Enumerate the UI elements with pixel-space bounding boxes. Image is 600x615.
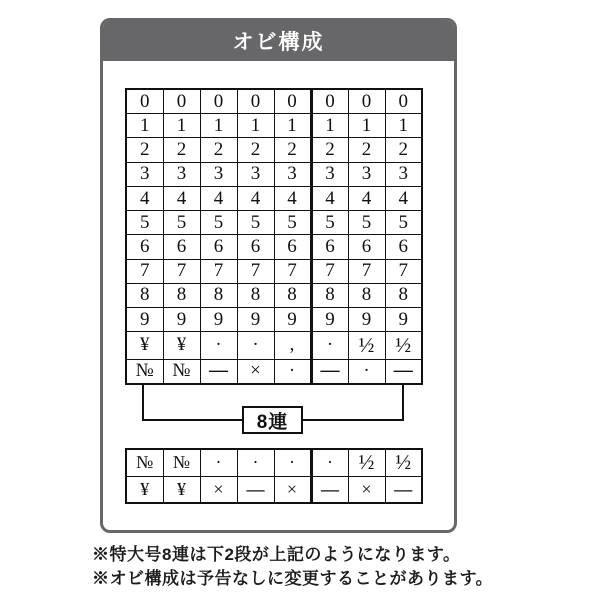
glyph-cell: · xyxy=(274,449,311,476)
glyph-cell: 8 xyxy=(311,283,348,307)
glyph-cell: 4 xyxy=(126,186,163,210)
bracket-line-right xyxy=(402,385,404,421)
glyph-cell: 8 xyxy=(163,283,200,307)
glyph-cell: 5 xyxy=(274,211,311,235)
glyph-cell: ½ xyxy=(348,449,385,476)
glyph-cell: · xyxy=(274,359,311,384)
table-row xyxy=(126,211,422,235)
glyph-cell: 6 xyxy=(126,235,163,259)
glyph-cell: 4 xyxy=(348,186,385,210)
bracket-line-left xyxy=(142,385,144,421)
table-row xyxy=(126,449,422,476)
glyph-cell: 8 xyxy=(126,283,163,307)
glyph-cell: 0 xyxy=(237,89,274,114)
table-row xyxy=(126,259,422,283)
glyph-cell: — xyxy=(237,476,274,503)
table-row xyxy=(126,476,422,503)
glyph-cell: 4 xyxy=(200,186,237,210)
glyph-cell: 9 xyxy=(237,308,274,332)
glyph-cell: 1 xyxy=(237,114,274,138)
glyph-cell: 8 xyxy=(385,283,422,307)
glyph-cell: 9 xyxy=(200,308,237,332)
glyph-cell: 1 xyxy=(274,114,311,138)
glyph-cell: 7 xyxy=(237,259,274,283)
glyph-cell: 4 xyxy=(163,186,200,210)
band-count-label-box xyxy=(242,406,303,434)
glyph-cell: 3 xyxy=(348,162,385,186)
glyph-cell: 3 xyxy=(200,162,237,186)
glyph-cell: № xyxy=(126,449,163,476)
footnote-2: ※オビ構成は予告なしに変更することがあります。 xyxy=(92,568,494,588)
glyph-cell: 1 xyxy=(200,114,237,138)
glyph-cell: 6 xyxy=(237,235,274,259)
table-row xyxy=(126,138,422,162)
table-row xyxy=(126,283,422,307)
glyph-cell: — xyxy=(385,476,422,503)
glyph-cell: 3 xyxy=(163,162,200,186)
glyph-cell: 4 xyxy=(237,186,274,210)
glyph-cell: 2 xyxy=(274,138,311,162)
glyph-cell: × xyxy=(348,476,385,503)
glyph-cell: 0 xyxy=(311,89,348,114)
glyph-cell: ¥ xyxy=(163,476,200,503)
glyph-cell: 7 xyxy=(385,259,422,283)
glyph-cell: 0 xyxy=(200,89,237,114)
glyph-cell: 3 xyxy=(311,162,348,186)
glyph-cell: 5 xyxy=(348,211,385,235)
glyph-cell: 0 xyxy=(126,89,163,114)
glyph-cell: 9 xyxy=(126,308,163,332)
glyph-cell: № xyxy=(163,359,200,384)
glyph-cell: 5 xyxy=(126,211,163,235)
glyph-cell: 0 xyxy=(274,89,311,114)
glyph-cell: 2 xyxy=(348,138,385,162)
footnotes xyxy=(92,543,493,590)
glyph-cell: 0 xyxy=(348,89,385,114)
glyph-cell: 6 xyxy=(385,235,422,259)
glyph-cell: , xyxy=(274,332,311,359)
glyph-cell: × xyxy=(237,359,274,384)
table-row xyxy=(126,359,422,384)
glyph-cell: — xyxy=(200,359,237,384)
glyph-cell: 7 xyxy=(200,259,237,283)
glyph-cell: — xyxy=(311,359,348,384)
glyph-cell: ¥ xyxy=(163,332,200,359)
glyph-cell: 8 xyxy=(274,283,311,307)
card-header xyxy=(103,21,454,61)
glyph-cell: · xyxy=(200,332,237,359)
glyph-cell: 5 xyxy=(163,211,200,235)
glyph-cell: № xyxy=(126,359,163,384)
glyph-cell: ½ xyxy=(385,449,422,476)
glyph-cell: · xyxy=(348,359,385,384)
glyph-cell: 7 xyxy=(311,259,348,283)
glyph-cell: 0 xyxy=(385,89,422,114)
glyph-cell: 5 xyxy=(385,211,422,235)
table-row xyxy=(126,89,422,114)
glyph-cell: 5 xyxy=(311,211,348,235)
glyph-cell: — xyxy=(385,359,422,384)
glyph-cell: 2 xyxy=(126,138,163,162)
glyph-cell: 5 xyxy=(237,211,274,235)
glyph-cell: 8 xyxy=(237,283,274,307)
glyph-cell: 3 xyxy=(237,162,274,186)
band-count-label: 8連 xyxy=(256,411,289,433)
glyph-cell: 5 xyxy=(200,211,237,235)
table-row xyxy=(126,308,422,332)
glyph-cell: 2 xyxy=(163,138,200,162)
oversize-bottom-rows-table xyxy=(125,448,423,504)
glyph-cell: 1 xyxy=(348,114,385,138)
glyph-cell: № xyxy=(163,449,200,476)
table-row xyxy=(126,114,422,138)
glyph-cell: · xyxy=(311,449,348,476)
glyph-cell: 6 xyxy=(311,235,348,259)
glyph-cell: 0 xyxy=(163,89,200,114)
glyph-cell: 2 xyxy=(237,138,274,162)
glyph-cell: ½ xyxy=(348,332,385,359)
glyph-cell: · xyxy=(237,449,274,476)
glyph-cell: 2 xyxy=(311,138,348,162)
glyph-cell: 6 xyxy=(163,235,200,259)
card-title: オビ構成 xyxy=(232,31,325,54)
table-row xyxy=(126,186,422,210)
glyph-cell: 3 xyxy=(274,162,311,186)
glyph-cell: 2 xyxy=(200,138,237,162)
table-row xyxy=(126,162,422,186)
table-row xyxy=(126,235,422,259)
glyph-cell: 9 xyxy=(163,308,200,332)
glyph-cell: 4 xyxy=(274,186,311,210)
glyph-cell: 7 xyxy=(348,259,385,283)
glyph-cell: 6 xyxy=(348,235,385,259)
glyph-cell: 9 xyxy=(274,308,311,332)
band-composition-table xyxy=(125,88,423,385)
glyph-cell: 1 xyxy=(311,114,348,138)
glyph-cell: 7 xyxy=(126,259,163,283)
table-row xyxy=(126,332,422,359)
glyph-cell: 7 xyxy=(163,259,200,283)
glyph-cell: 1 xyxy=(126,114,163,138)
glyph-cell: 1 xyxy=(385,114,422,138)
glyph-cell: 8 xyxy=(200,283,237,307)
glyph-cell: 3 xyxy=(126,162,163,186)
glyph-cell: 9 xyxy=(385,308,422,332)
glyph-cell: 8 xyxy=(348,283,385,307)
glyph-cell: 9 xyxy=(311,308,348,332)
glyph-cell: · xyxy=(311,332,348,359)
glyph-cell: 1 xyxy=(163,114,200,138)
glyph-cell: 6 xyxy=(274,235,311,259)
glyph-cell: 3 xyxy=(385,162,422,186)
glyph-cell: ¥ xyxy=(126,332,163,359)
footnote-1: ※特大号8連は下2段が上記のようになります。 xyxy=(92,545,461,564)
glyph-cell: — xyxy=(311,476,348,503)
glyph-cell: × xyxy=(200,476,237,503)
glyph-cell: ½ xyxy=(385,332,422,359)
glyph-cell: 4 xyxy=(385,186,422,210)
glyph-cell: ¥ xyxy=(126,476,163,503)
glyph-cell: 7 xyxy=(274,259,311,283)
glyph-cell: 2 xyxy=(385,138,422,162)
glyph-cell: 6 xyxy=(200,235,237,259)
glyph-cell: · xyxy=(237,332,274,359)
glyph-cell: 4 xyxy=(311,186,348,210)
glyph-cell: · xyxy=(200,449,237,476)
glyph-cell: × xyxy=(274,476,311,503)
glyph-cell: 9 xyxy=(348,308,385,332)
